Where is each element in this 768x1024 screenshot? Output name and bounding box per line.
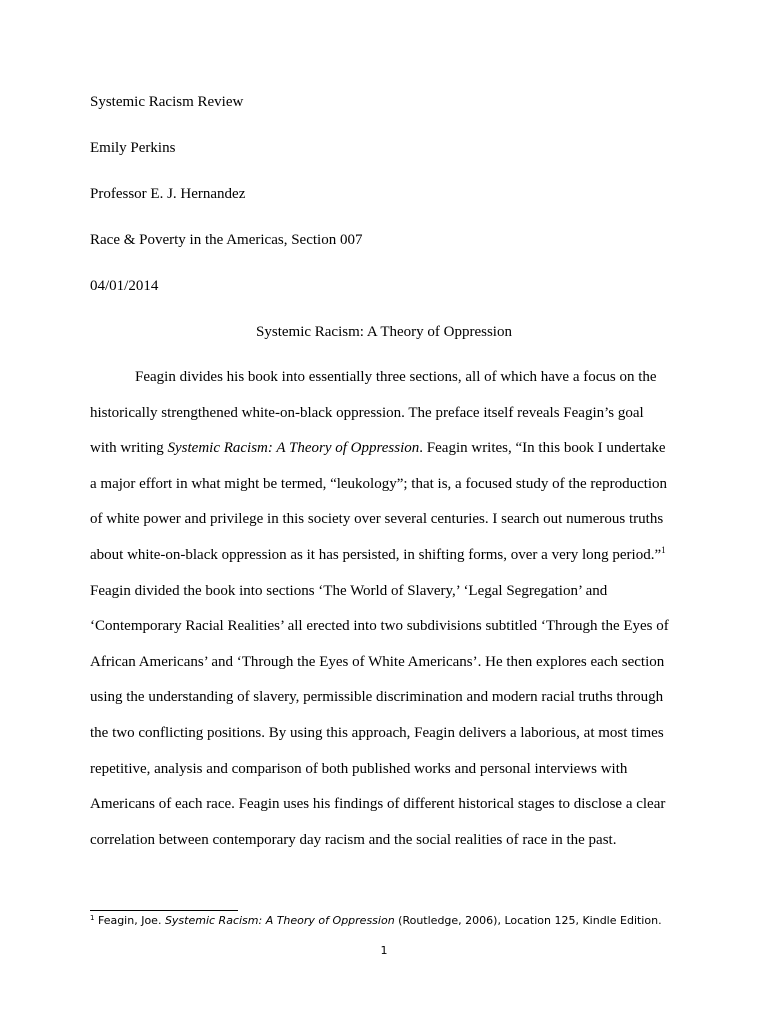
text-span: . Feagin writes, “In this book I undertake [419, 440, 666, 457]
paragraph-line [90, 538, 690, 574]
page-number: 1 [380, 944, 388, 957]
footnote-book-title: Systemic Racism: A Theory of Oppression [164, 914, 395, 927]
footnote-text: (Routledge, 2006), Location 125, Kindle Edition. [394, 914, 662, 927]
paragraph-line [90, 431, 690, 467]
text-span: about white-on-black oppression as it has persisted, in shifting forms, over a very long period.” [90, 546, 662, 563]
footnote-text: Feagin, Joe. [94, 914, 165, 927]
book-title-italic: Systemic Racism: A Theory of Oppression [167, 440, 420, 457]
paragraph-line: historically strengthened white-on-black oppression. The preface itself reveals Feagin’s goal [90, 404, 644, 421]
paragraph-line: Americans of each race. Feagin uses his findings of different historical stages to disclose a clear [90, 796, 666, 813]
date-line: 04/01/2014 [90, 278, 159, 294]
footnote-number: 1 [90, 914, 95, 922]
paragraph-line: African Americans’ and ‘Through the Eyes of White Americans’. He then explores each section [90, 653, 665, 670]
paragraph-line: repetitive, analysis and comparison of both published works and personal interviews with [90, 760, 628, 777]
course-line: Race & Poverty in the Americas, Section 007 [90, 232, 363, 248]
professor-line: Professor E. J. Hernandez [90, 186, 246, 202]
footnote [90, 913, 662, 929]
paragraph-line: a major effort in what might be termed, “leukology”; that is, a focused study of the reproduction [90, 475, 668, 492]
footnote-reference[interactable]: 1 [661, 544, 666, 555]
paragraph-line: Feagin divides his book into essentially three sections, all of which have a focus on the [135, 369, 657, 385]
body-paragraph [90, 360, 690, 858]
text-span: with writing [90, 440, 168, 457]
doc-title-line: Systemic Racism Review [90, 94, 244, 110]
footnote-separator [90, 910, 238, 911]
paragraph-line: ‘Contemporary Racial Realities’ all erected into two subdivisions subtitled ‘Through the Eyes of [90, 618, 669, 635]
author-line: Emily Perkins [90, 140, 176, 156]
paragraph-line: the two conflicting positions. By using this approach, Feagin delivers a laborious, at most times [90, 724, 664, 741]
paragraph-line: Feagin divided the book into sections ‘The World of Slavery,’ ‘Legal Segregation’ and [90, 582, 608, 599]
essay-title: Systemic Racism: A Theory of Oppression [256, 324, 512, 340]
paragraph-line: using the understanding of slavery, permissible discrimination and modern racial truths through [90, 689, 664, 706]
paragraph-line: correlation between contemporary day racism and the social realities of race in the past. [90, 831, 617, 848]
paragraph-line: of white power and privilege in this society over several centuries. I search out numerous truths [90, 511, 664, 528]
